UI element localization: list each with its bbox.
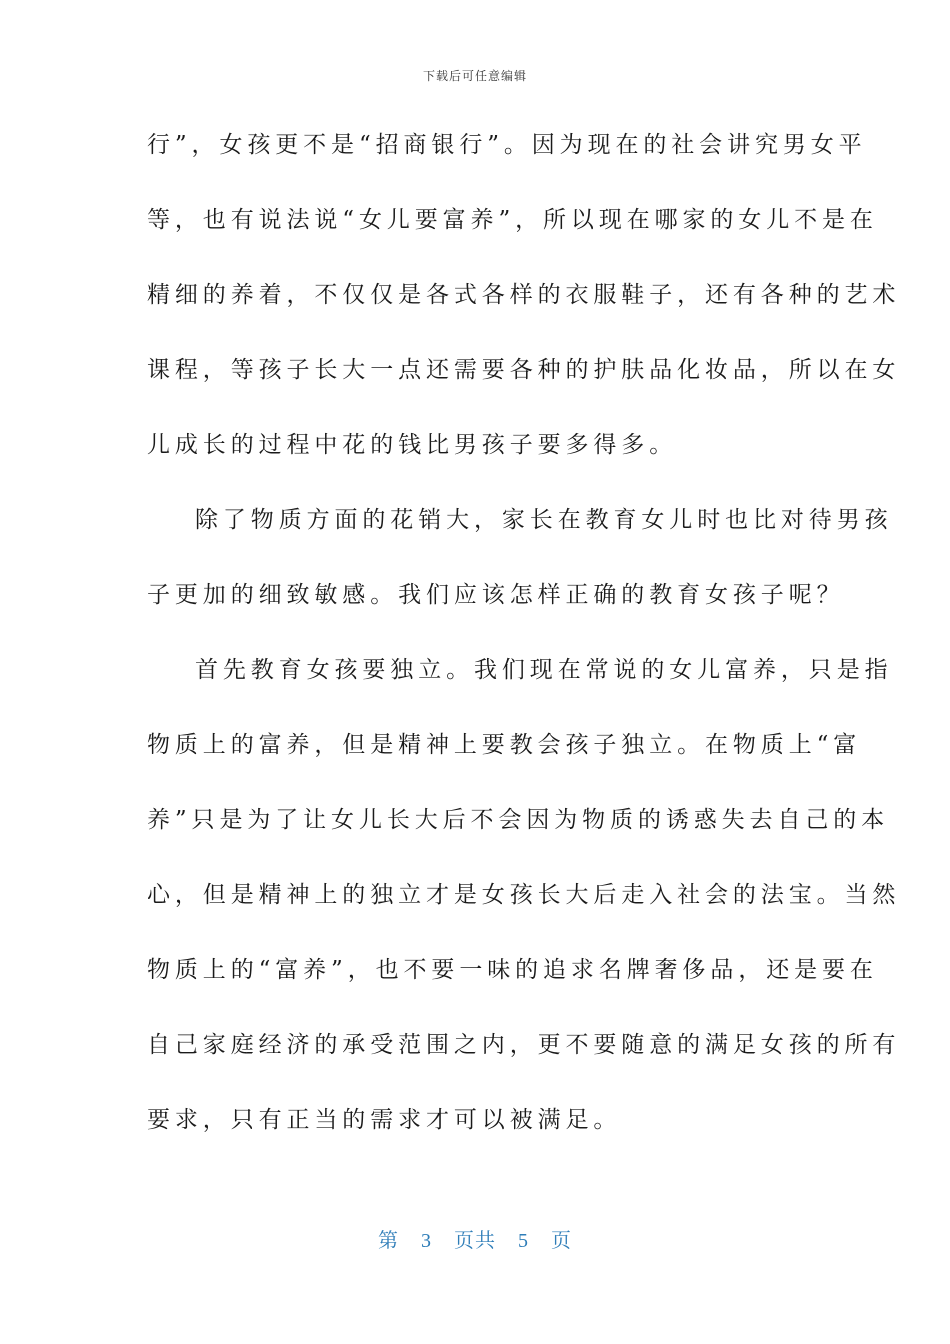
paragraph-line: 子更加的细致敏感。我们应该怎样正确的教育女孩子呢？	[147, 582, 845, 608]
document-body	[147, 120, 901, 1170]
paragraph-line: 首先教育女孩要独立。我们现在常说的女儿富养，只是指	[195, 657, 893, 683]
paragraph-line: 行”，女孩更不是“招商银行”。因为现在的社会讲究男女平	[147, 132, 867, 158]
paragraph-line: 物质上的“富养”，也不要一味的追求名牌奢侈品，还是要在	[147, 957, 878, 983]
current-page-number: 3	[421, 1230, 432, 1252]
paragraph-line: 儿成长的过程中花的钱比男孩子要多得多。	[147, 432, 678, 458]
paragraph-line: 心，但是精神上的独立才是女孩长大后走入社会的法宝。当然	[147, 882, 901, 908]
page-number-footer	[0, 1224, 950, 1253]
paragraph-line: 自己家庭经济的承受范围之内，更不要随意的满足女孩的所有	[147, 1032, 901, 1058]
paragraph-line: 等，也有说法说“女儿要富养”，所以现在哪家的女儿不是在	[147, 207, 878, 233]
paragraph-line: 精细的养着，不仅仅是各式各样的衣服鞋子，还有各种的艺术	[147, 282, 901, 308]
paragraph-line: 课程，等孩子长大一点还需要各种的护肤品化妆品，所以在女	[147, 357, 901, 383]
footer-prefix: 第	[378, 1230, 399, 1252]
page-header-note: 下载后可任意编辑	[422, 69, 527, 83]
footer-middle: 页共	[454, 1230, 496, 1252]
footer-suffix: 页	[551, 1230, 572, 1252]
paragraph-line: 物质上的富养，但是精神上要教会孩子独立。在物质上“富	[147, 732, 862, 758]
paragraph-line: 除了物质方面的花销大，家长在教育女儿时也比对待男孩	[195, 507, 893, 533]
paragraph-line: 养”只是为了让女儿长大后不会因为物质的诱惑失去自己的本	[147, 807, 890, 833]
total-page-number: 5	[518, 1230, 529, 1252]
paragraph-line: 要求，只有正当的需求才可以被满足。	[147, 1107, 622, 1133]
